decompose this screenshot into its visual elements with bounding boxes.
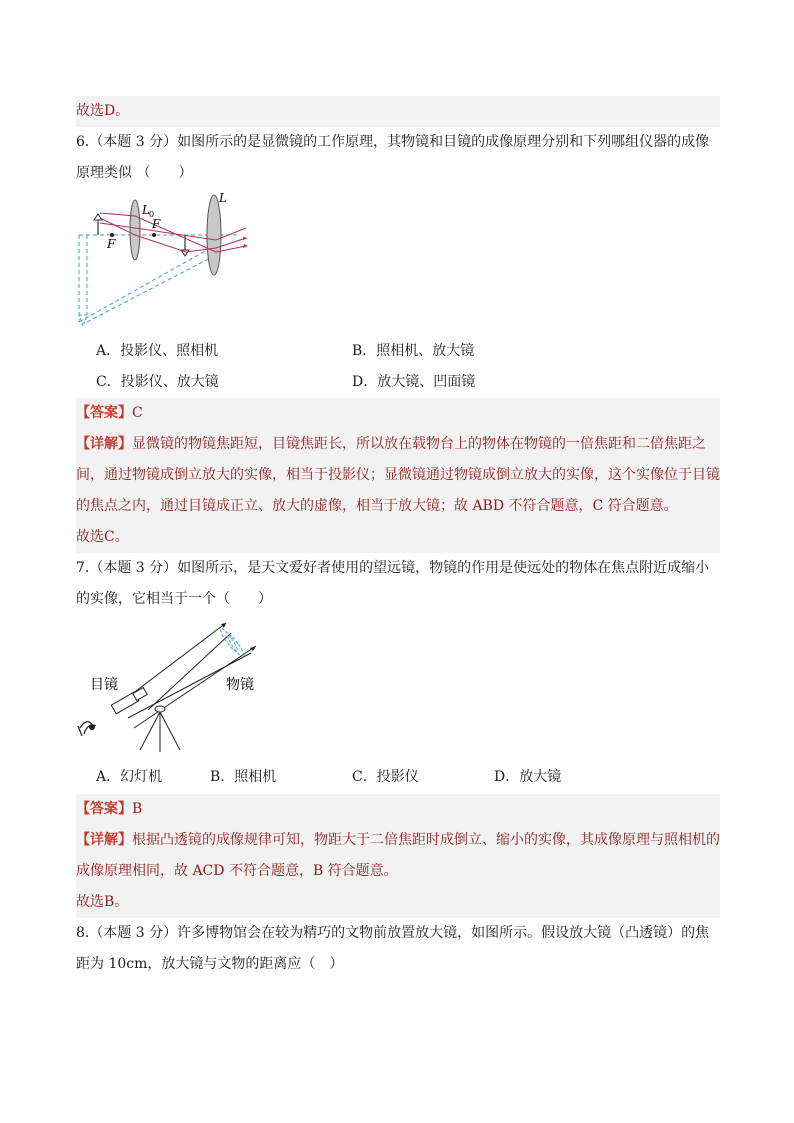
prev-conclusion: 故选D。 xyxy=(76,96,720,127)
label-objective: 物镜 xyxy=(226,677,254,693)
q6-detail-text: 显微镜的物镜焦距短，目镜焦距长，所以放在载物台上的物体在物镜的一倍焦距和二倍焦距之间，通过物镜成倒立放大的实像，相当于投影仪；显微镜通过物镜成倒立放大的实像，这个实像位于目镜的焦点之内，通过目镜成正立、放大的虚像，相当于放大镜；故 ABD 不符合题意，C 符合题意。 xyxy=(76,436,720,514)
q6-stem: 6.（本题 3 分）如图所示的是显微镜的工作原理，其物镜和目镜的成像原理分别和下列哪组仪器的成像原理类似 （ ） xyxy=(76,134,710,181)
q7-option-d: D．放大镜 xyxy=(494,769,562,785)
q7-conclusion: 故选B。 xyxy=(76,887,720,918)
q6-option-d: D．放大镜、凹面镜 xyxy=(352,374,476,390)
label-l: L xyxy=(219,191,227,205)
q7-option-a: A．幻灯机 xyxy=(96,769,163,785)
q6-answer: C xyxy=(132,405,143,421)
label-l0-sub: 0 xyxy=(149,210,155,219)
label-f-right: F xyxy=(152,217,161,231)
q6-answer-line xyxy=(76,398,720,429)
q7-detail xyxy=(76,825,720,887)
q6-option-c: C．投影仪、放大镜 xyxy=(96,374,219,390)
q7-stem: 7.（本题 3 分）如图所示，是天文爱好者使用的望远镜，物镜的作用是使远处的物体在焦点附近成缩小的实像，它相当于一个（ ） xyxy=(76,560,710,607)
q7-option-c: C．投影仪 xyxy=(352,769,419,785)
q6-detail xyxy=(76,429,720,522)
q7-detail-text: 根据凸透镜的成像规律可知，物距大于二倍焦距时成倒立、缩小的实像，其成像原理与照相机的成像原理相同，故 ACD 不符合题意，B 符合题意。 xyxy=(76,832,720,879)
label-f-left: F xyxy=(107,237,116,251)
q7-answer-line xyxy=(76,794,720,825)
q7-answer-tag: 【答案】 xyxy=(76,801,132,817)
q6-option-b: B．照相机、放大镜 xyxy=(352,343,475,359)
q7-detail-tag: 【详解】 xyxy=(76,832,132,848)
telescope-diagram xyxy=(76,618,276,758)
q6-conclusion: 故选C。 xyxy=(76,522,720,553)
q7-option-b: B．照相机 xyxy=(210,769,277,785)
label-eyepiece: 目镜 xyxy=(90,677,118,693)
q6-detail-tag: 【详解】 xyxy=(76,436,132,452)
q6-answer-tag: 【答案】 xyxy=(76,405,132,421)
q8-stem: 8.（本题 3 分）许多博物馆会在较为精巧的文物前放置放大镜，如图所示。假设放大镜（凸透镜）的焦距为 10cm，放大镜与文物的距离应（ ） xyxy=(76,925,710,972)
q7-answer: B xyxy=(132,801,143,817)
microscope-diagram xyxy=(76,190,252,330)
label-l0: L xyxy=(142,203,150,217)
q6-option-a: A．投影仪、照相机 xyxy=(96,343,219,359)
